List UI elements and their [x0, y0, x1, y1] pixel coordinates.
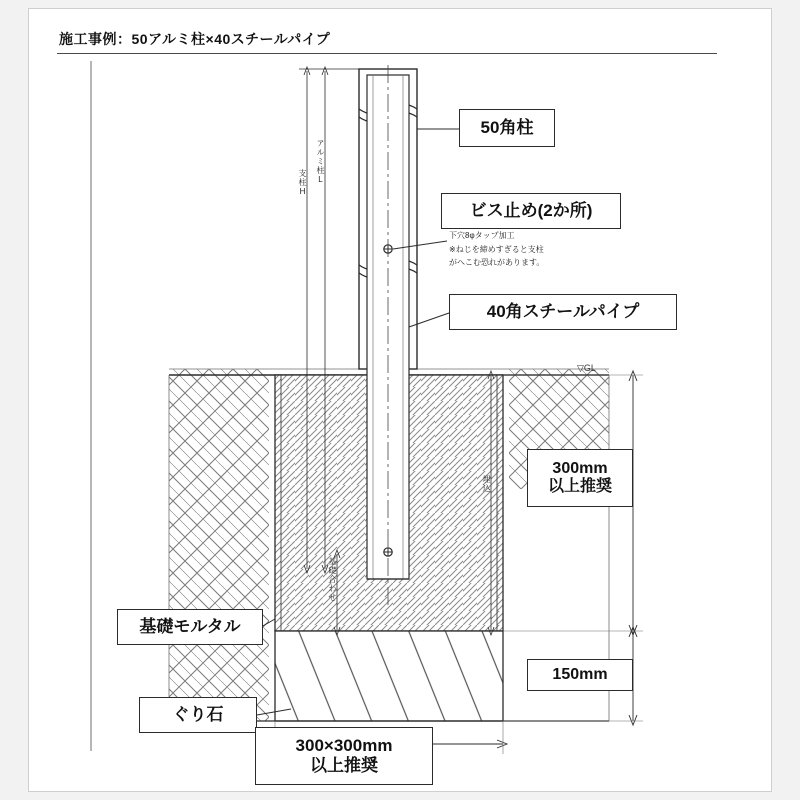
construction-drawing: [29, 9, 773, 793]
tap-note: 下穴8φタップ加工: [449, 231, 515, 240]
label-depth-300: [527, 449, 633, 507]
label-mortar: 基礎モルタル: [117, 609, 263, 645]
svg-text:▽GL: ▽GL: [577, 363, 596, 373]
warning-note-line2: がへこむ恐れがあります。: [449, 258, 545, 267]
dimension-post-height: 支柱H: [298, 169, 307, 197]
label-gravel: ぐり石: [139, 697, 257, 733]
dimension-alum-post-length: アルミ柱L: [316, 139, 325, 185]
label-depth-300-line1: 300mm: [552, 459, 608, 477]
label-base-size-line1: 300×300mm: [295, 736, 393, 756]
label-base-size: [255, 727, 433, 785]
page-title: 施工事例：50アルミ柱×40スチールパイプ: [59, 31, 331, 47]
label-post-50: 50角柱: [459, 109, 555, 147]
label-depth-150: 150mm: [527, 659, 633, 691]
label-base-size-line2: 以上推奨: [310, 756, 378, 775]
label-pipe-40: 40角スチールパイプ: [449, 294, 677, 330]
dimension-base-fit: 基礎合わせ: [328, 557, 337, 602]
dimension-embed: 埋込: [482, 475, 491, 493]
warning-note-line1: ※ねじを締めすぎると支柱: [449, 245, 544, 254]
label-depth-300-line2: 以上推奨: [547, 478, 612, 495]
label-screw-fix: ビス止め(2か所): [441, 193, 621, 229]
drawing-sheet: [28, 8, 772, 792]
